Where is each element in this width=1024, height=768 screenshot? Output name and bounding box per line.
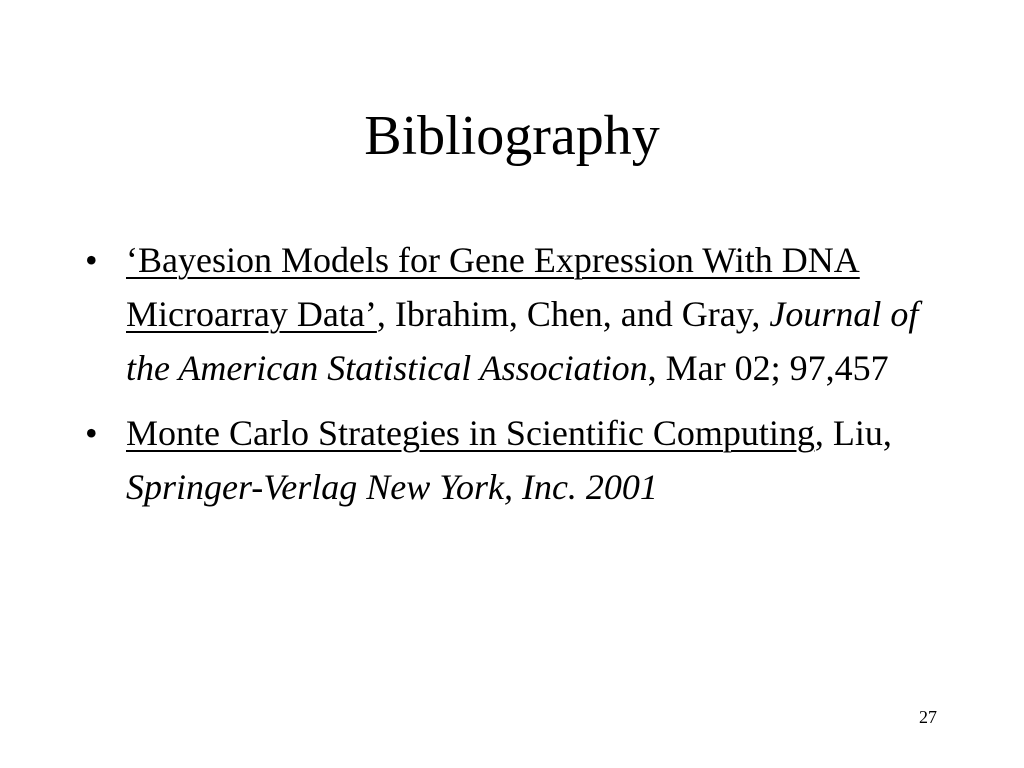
reference-details: , Mar 02; 97,457	[647, 348, 889, 388]
reference-item	[85, 233, 945, 395]
bibliography-list	[85, 233, 945, 525]
reference-title: Monte Carlo Strategies in Scientific Computing	[126, 413, 815, 453]
bullet-icon: •	[85, 413, 98, 453]
reference-item	[85, 406, 945, 514]
reference-title: ‘Bayesion Models for Gene Expression With DNA Microarray Data’	[126, 240, 860, 334]
bullet-icon: •	[85, 240, 98, 280]
reference-publisher: Springer-Verlag New York, Inc. 2001	[126, 467, 658, 507]
reference-journal: Journal of the American Statistical Association	[126, 294, 919, 388]
reference-authors: , Liu,	[814, 413, 892, 453]
slide-title: Bibliography	[364, 105, 660, 167]
page-number: 27	[919, 707, 937, 727]
reference-authors: , Ibrahim, Chen, and Gray,	[376, 294, 770, 334]
